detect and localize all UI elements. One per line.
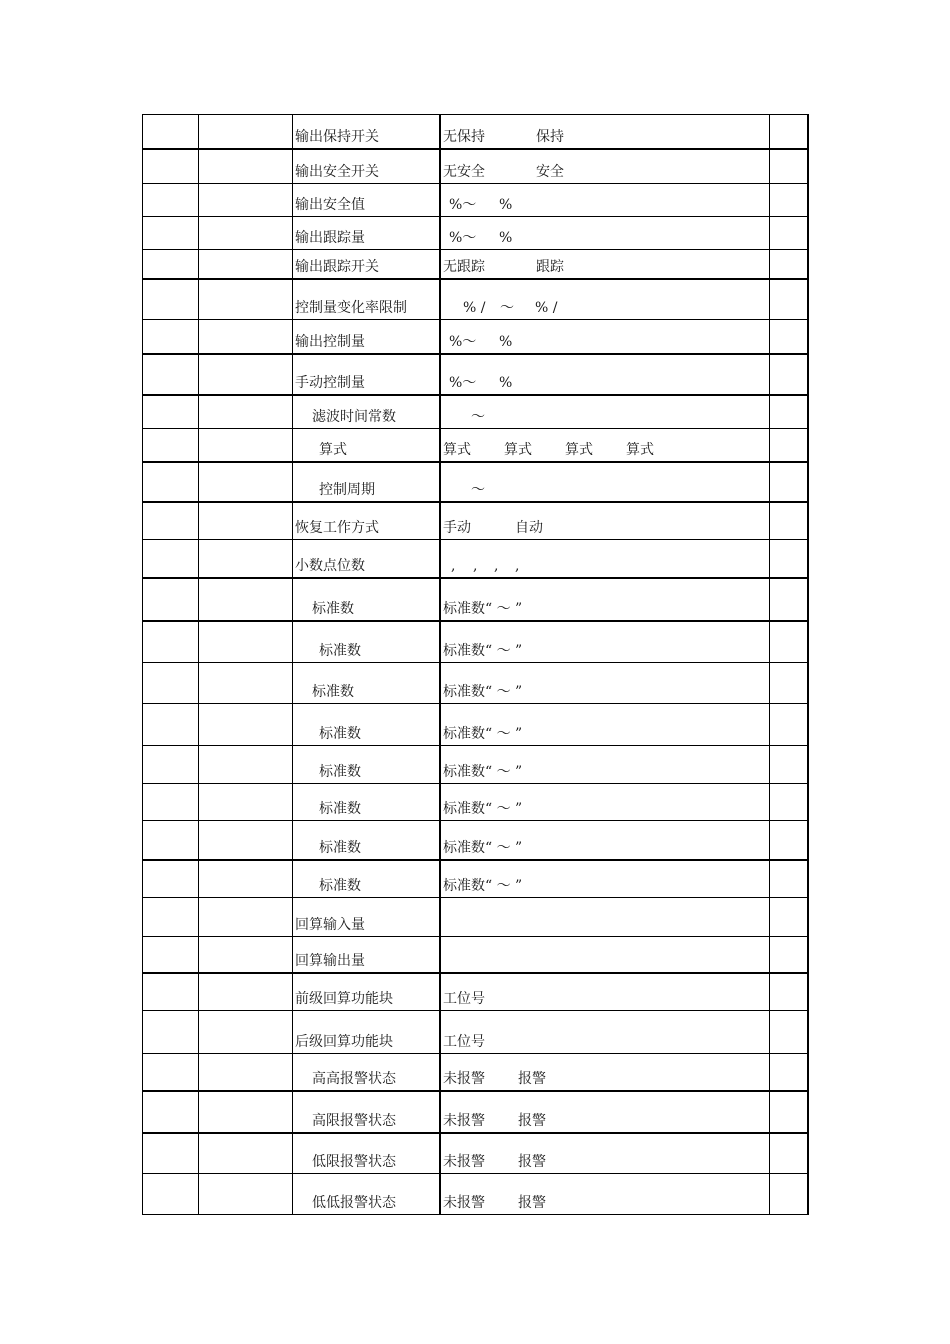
- parameter-name: 标准数: [319, 764, 361, 780]
- remark-cell: [770, 115, 809, 148]
- code-cell: [199, 974, 293, 1010]
- index-cell: [142, 396, 199, 428]
- code-cell: [199, 463, 293, 501]
- index-cell: [142, 250, 199, 278]
- parameter-name: 输出跟踪量: [295, 230, 365, 246]
- value-option: 无跟踪: [443, 259, 485, 275]
- parameter-name: 前级回算功能块: [295, 991, 393, 1007]
- code-cell: [199, 663, 293, 703]
- remark-cell: [770, 355, 809, 394]
- parameter-name-cell: [293, 746, 441, 783]
- value-option: 无保持: [443, 129, 485, 145]
- table-row: [142, 319, 809, 353]
- parameter-value-cell: [441, 1092, 770, 1132]
- parameter-name-cell: [293, 1174, 441, 1214]
- parameter-name-cell: [293, 974, 441, 1010]
- code-cell: [199, 1054, 293, 1090]
- index-cell: [142, 1134, 199, 1173]
- value-option: 报警: [518, 1113, 546, 1129]
- table-row: [142, 148, 809, 183]
- value-option: %: [499, 375, 513, 391]
- parameter-name-cell: [293, 463, 441, 501]
- table-row: [142, 249, 809, 278]
- code-cell: [199, 579, 293, 620]
- code-cell: [199, 1011, 293, 1053]
- index-cell: [142, 861, 199, 897]
- parameter-name-cell: [293, 540, 441, 577]
- parameter-value-cell: [441, 821, 770, 859]
- code-cell: [199, 821, 293, 859]
- remark-cell: [770, 250, 809, 278]
- parameter-value-cell: [441, 784, 770, 820]
- table-row: [142, 783, 809, 820]
- value-option: 标准数“ ～ ”: [443, 878, 523, 894]
- code-cell: [199, 217, 293, 249]
- code-cell: [199, 1174, 293, 1214]
- value-option: 标准数“ ～ ”: [443, 601, 523, 617]
- parameter-name: 恢复工作方式: [295, 520, 379, 536]
- code-cell: [199, 1134, 293, 1173]
- index-cell: [142, 898, 199, 936]
- parameter-name-cell: [293, 622, 441, 662]
- code-cell: [199, 622, 293, 662]
- value-option: 算式: [565, 442, 593, 458]
- table-row: [142, 353, 809, 394]
- table-row: [142, 1053, 809, 1090]
- index-cell: [142, 355, 199, 394]
- parameter-name-cell: [293, 937, 441, 972]
- index-cell: [142, 579, 199, 620]
- parameter-value-cell: [441, 1054, 770, 1090]
- table-row: [142, 114, 809, 148]
- parameter-value-cell: [441, 622, 770, 662]
- index-cell: [142, 622, 199, 662]
- value-option: %～: [449, 197, 477, 213]
- parameter-name: 手动控制量: [295, 375, 365, 391]
- value-option: ～: [471, 482, 485, 498]
- remark-cell: [770, 821, 809, 859]
- parameter-name: 标准数: [319, 840, 361, 856]
- remark-cell: [770, 937, 809, 972]
- index-cell: [142, 1011, 199, 1053]
- remark-cell: [770, 861, 809, 897]
- remark-cell: [770, 540, 809, 577]
- remark-cell: [770, 1174, 809, 1214]
- parameter-value-cell: [441, 1134, 770, 1173]
- parameter-name-cell: [293, 1134, 441, 1173]
- parameter-value-cell: [441, 396, 770, 428]
- table-row: [142, 703, 809, 745]
- parameter-value-cell: [441, 704, 770, 745]
- parameter-name-cell: [293, 1011, 441, 1053]
- parameter-name-cell: [293, 704, 441, 745]
- table-row: [142, 662, 809, 703]
- parameter-name: 低限报警状态: [312, 1154, 396, 1170]
- value-option: 安全: [536, 164, 564, 180]
- parameter-value-cell: [441, 503, 770, 539]
- index-cell: [142, 429, 199, 461]
- remark-cell: [770, 663, 809, 703]
- table-row: [142, 539, 809, 577]
- value-option: 自动: [515, 520, 543, 536]
- parameter-value-cell: [441, 937, 770, 972]
- code-cell: [199, 540, 293, 577]
- parameter-name: 小数点位数: [295, 558, 365, 574]
- parameter-name-cell: [293, 150, 441, 183]
- value-option: 标准数“ ～ ”: [443, 764, 523, 780]
- parameter-name-cell: [293, 1092, 441, 1132]
- table-row: [142, 577, 809, 620]
- parameter-name: 滤波时间常数: [312, 409, 396, 425]
- parameter-value-cell: [441, 1174, 770, 1214]
- table-row: [142, 859, 809, 897]
- index-cell: [142, 115, 199, 148]
- index-cell: [142, 217, 199, 249]
- index-cell: [142, 821, 199, 859]
- value-option: 跟踪: [536, 259, 564, 275]
- parameter-name-cell: [293, 184, 441, 216]
- value-option: %: [499, 230, 513, 246]
- remark-cell: [770, 898, 809, 936]
- value-option: 无安全: [443, 164, 485, 180]
- value-option: %～: [449, 334, 477, 350]
- table-row: [142, 501, 809, 539]
- parameter-value-cell: [441, 974, 770, 1010]
- parameter-name-cell: [293, 355, 441, 394]
- value-option: 未报警: [443, 1071, 485, 1087]
- code-cell: [199, 746, 293, 783]
- index-cell: [142, 150, 199, 183]
- parameter-name-cell: [293, 217, 441, 249]
- code-cell: [199, 396, 293, 428]
- parameter-name: 回算输入量: [295, 917, 365, 933]
- table-row: [142, 461, 809, 501]
- parameter-name: 标准数: [312, 684, 354, 700]
- parameter-value-cell: [441, 663, 770, 703]
- remark-cell: [770, 579, 809, 620]
- value-option: 报警: [518, 1195, 546, 1211]
- code-cell: [199, 898, 293, 936]
- value-option: 标准数“ ～ ”: [443, 726, 523, 742]
- parameter-name: 标准数: [319, 643, 361, 659]
- parameter-name: 控制周期: [319, 482, 375, 498]
- table-row: [142, 936, 809, 972]
- table-row: [142, 745, 809, 783]
- remark-cell: [770, 184, 809, 216]
- parameter-name: 高高报警状态: [312, 1071, 396, 1087]
- parameter-name-cell: [293, 579, 441, 620]
- parameter-name: 回算输出量: [295, 953, 365, 969]
- remark-cell: [770, 429, 809, 461]
- parameter-name: 低低报警状态: [312, 1195, 396, 1211]
- parameter-name: 高限报警状态: [312, 1113, 396, 1129]
- table-row: [142, 428, 809, 461]
- code-cell: [199, 355, 293, 394]
- code-cell: [199, 280, 293, 319]
- value-option: ,: [473, 558, 478, 574]
- value-option: %～: [449, 375, 477, 391]
- remark-cell: [770, 503, 809, 539]
- value-option: %: [499, 197, 513, 213]
- parameter-name: 输出安全值: [295, 197, 365, 213]
- parameter-value-cell: [441, 320, 770, 353]
- value-option: 标准数“ ～ ”: [443, 684, 523, 700]
- index-cell: [142, 1054, 199, 1090]
- remark-cell: [770, 463, 809, 501]
- value-option: 未报警: [443, 1154, 485, 1170]
- value-option: 标准数“ ～ ”: [443, 643, 523, 659]
- remark-cell: [770, 217, 809, 249]
- index-cell: [142, 320, 199, 353]
- index-cell: [142, 663, 199, 703]
- code-cell: [199, 150, 293, 183]
- table-row: [142, 394, 809, 428]
- parameter-name-cell: [293, 250, 441, 278]
- index-cell: [142, 746, 199, 783]
- value-option: 算式: [626, 442, 654, 458]
- code-cell: [199, 784, 293, 820]
- value-option: 未报警: [443, 1195, 485, 1211]
- parameter-value-cell: [441, 579, 770, 620]
- code-cell: [199, 115, 293, 148]
- remark-cell: [770, 974, 809, 1010]
- parameter-value-cell: [441, 746, 770, 783]
- table-row: [142, 278, 809, 319]
- parameter-name-cell: [293, 821, 441, 859]
- parameter-value-cell: [441, 280, 770, 319]
- value-option: 保持: [536, 129, 564, 145]
- parameter-name: 标准数: [319, 726, 361, 742]
- value-option: %: [499, 334, 513, 350]
- value-option: %～: [449, 230, 477, 246]
- table-row: [142, 216, 809, 249]
- index-cell: [142, 463, 199, 501]
- code-cell: [199, 250, 293, 278]
- index-cell: [142, 280, 199, 319]
- parameter-name-cell: [293, 396, 441, 428]
- table-row: [142, 972, 809, 1010]
- parameter-value-cell: [441, 217, 770, 249]
- code-cell: [199, 320, 293, 353]
- parameter-name: 标准数: [319, 801, 361, 817]
- table-row: [142, 820, 809, 859]
- value-option: % /: [535, 300, 558, 316]
- parameter-value-cell: [441, 184, 770, 216]
- table-row: [142, 1090, 809, 1132]
- parameter-name-cell: [293, 663, 441, 703]
- value-option: 标准数“ ～ ”: [443, 840, 523, 856]
- parameter-value-cell: [441, 115, 770, 148]
- index-cell: [142, 540, 199, 577]
- remark-cell: [770, 396, 809, 428]
- index-cell: [142, 937, 199, 972]
- parameter-name: 标准数: [319, 878, 361, 894]
- parameter-name: 输出跟踪开关: [295, 259, 379, 275]
- parameter-value-cell: [441, 540, 770, 577]
- remark-cell: [770, 1092, 809, 1132]
- remark-cell: [770, 1134, 809, 1173]
- parameter-name-cell: [293, 429, 441, 461]
- parameter-name-cell: [293, 784, 441, 820]
- remark-cell: [770, 150, 809, 183]
- value-option: 工位号: [443, 991, 485, 1007]
- value-option: ,: [494, 558, 499, 574]
- parameter-value-cell: [441, 150, 770, 183]
- parameter-value-cell: [441, 898, 770, 936]
- parameter-table: [142, 114, 809, 1215]
- parameter-value-cell: [441, 429, 770, 461]
- value-option: 标准数“ ～ ”: [443, 801, 523, 817]
- parameter-name-cell: [293, 280, 441, 319]
- code-cell: [199, 1092, 293, 1132]
- value-option: ,: [515, 558, 520, 574]
- value-option: ～: [471, 409, 485, 425]
- table-row: [142, 897, 809, 936]
- code-cell: [199, 704, 293, 745]
- remark-cell: [770, 320, 809, 353]
- parameter-name: 算式: [319, 442, 347, 458]
- parameter-name-cell: [293, 861, 441, 897]
- parameter-value-cell: [441, 861, 770, 897]
- table-row: [142, 183, 809, 216]
- parameter-name-cell: [293, 115, 441, 148]
- value-option: 未报警: [443, 1113, 485, 1129]
- parameter-name: 输出控制量: [295, 334, 365, 350]
- code-cell: [199, 861, 293, 897]
- remark-cell: [770, 622, 809, 662]
- value-option: 报警: [518, 1154, 546, 1170]
- remark-cell: [770, 704, 809, 745]
- parameter-value-cell: [441, 355, 770, 394]
- value-option: 工位号: [443, 1034, 485, 1050]
- remark-cell: [770, 784, 809, 820]
- parameter-value-cell: [441, 250, 770, 278]
- code-cell: [199, 429, 293, 461]
- code-cell: [199, 503, 293, 539]
- index-cell: [142, 784, 199, 820]
- value-option: ～: [500, 300, 514, 316]
- value-option: 报警: [518, 1071, 546, 1087]
- value-option: 算式: [443, 442, 471, 458]
- table-row: [142, 1010, 809, 1053]
- parameter-value-cell: [441, 1011, 770, 1053]
- remark-cell: [770, 1011, 809, 1053]
- parameter-name-cell: [293, 1054, 441, 1090]
- index-cell: [142, 1092, 199, 1132]
- value-option: 算式: [504, 442, 532, 458]
- code-cell: [199, 937, 293, 972]
- value-option: % /: [463, 300, 486, 316]
- table-row: [142, 1173, 809, 1215]
- index-cell: [142, 1174, 199, 1214]
- parameter-name-cell: [293, 503, 441, 539]
- remark-cell: [770, 1054, 809, 1090]
- parameter-value-cell: [441, 463, 770, 501]
- index-cell: [142, 704, 199, 745]
- remark-cell: [770, 746, 809, 783]
- table-row: [142, 620, 809, 662]
- index-cell: [142, 974, 199, 1010]
- value-option: ,: [451, 558, 456, 574]
- parameter-name: 后级回算功能块: [295, 1034, 393, 1050]
- parameter-name: 控制量变化率限制: [295, 300, 407, 316]
- index-cell: [142, 184, 199, 216]
- index-cell: [142, 503, 199, 539]
- remark-cell: [770, 280, 809, 319]
- parameter-name-cell: [293, 898, 441, 936]
- value-option: 手动: [443, 520, 471, 536]
- parameter-name-cell: [293, 320, 441, 353]
- parameter-name: 输出保持开关: [295, 129, 379, 145]
- parameter-name: 标准数: [312, 601, 354, 617]
- code-cell: [199, 184, 293, 216]
- parameter-name: 输出安全开关: [295, 164, 379, 180]
- table-row: [142, 1132, 809, 1173]
